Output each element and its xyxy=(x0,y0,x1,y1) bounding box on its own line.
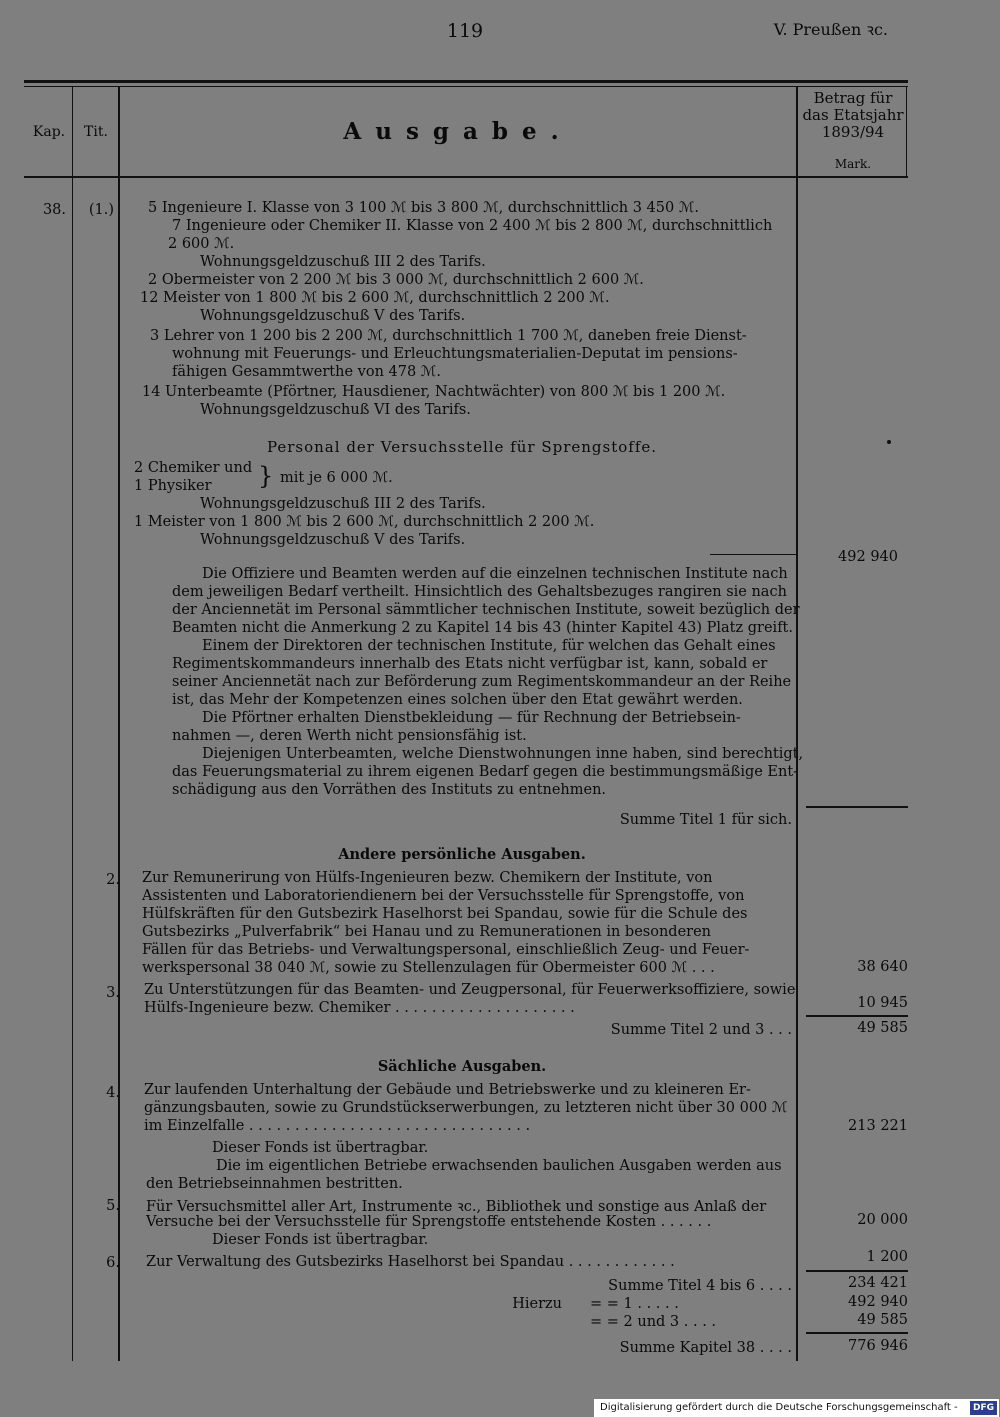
title-4-line: Zur laufenden Unterhaltung der Gebäude und Betriebswerke und zu kleineren Er- xyxy=(144,1082,751,1098)
remark-line: Regimentskommandeurs innerhalb des Etats nicht verfügbar ist, kann, sobald er xyxy=(172,656,768,672)
other-personal-heading: Andere persönliche Ausgaben. xyxy=(338,846,586,863)
experiment-personnel-block xyxy=(132,460,792,560)
page-number: 119 xyxy=(446,20,484,42)
col-divider-tit xyxy=(118,86,120,1361)
title-2-line: Hülfskräften für den Gutsbezirk Haselhorst bei Spandau, sowie für die Schule des xyxy=(142,906,748,922)
remark-line: Die Pförtner erhalten Dienstbekleidung — für Rechnung der Betriebsein- xyxy=(202,710,741,726)
remark-line: dem jeweiligen Bedarf vertheilt. Hinsichtlich des Gehaltsbezuges rangiren sie nach xyxy=(172,584,787,600)
amount-head-line: das Etatsjahr xyxy=(802,106,904,124)
running-head: V. Preußen ꝛc. xyxy=(773,20,888,39)
add-title-1-label: = = 1 . . . . . xyxy=(590,1296,679,1312)
dfg-logo: DFG xyxy=(970,1401,997,1415)
personnel-line: Wohnungsgeldzuschuß III 2 des Tarifs. xyxy=(200,496,486,512)
personnel-line: 3 Lehrer von 1 200 bis 2 200 ℳ, durchschnittlich 1 700 ℳ, daneben freie Dienst- xyxy=(150,328,747,344)
sum-kapitel-amount: 776 946 xyxy=(848,1338,908,1354)
title-6-line: Zur Verwaltung des Gutsbezirks Haselhorst bei Spandau . . . . . . . . . . . . xyxy=(146,1254,675,1270)
title-4-notes xyxy=(132,1140,792,1196)
personnel-line: 2 Chemiker und xyxy=(134,460,253,476)
sum-rule-title-1 xyxy=(806,806,908,808)
title-4-number: 4. xyxy=(106,1085,120,1101)
title-2-line: Fällen für das Betriebs- und Verwaltungspersonal, einschließlich Zeug- und Feuer- xyxy=(142,942,750,958)
amount-title-1: 492 940 xyxy=(838,549,898,565)
personnel-line: 12 Meister von 1 800 ℳ bis 2 600 ℳ, durchschnittlich 2 200 ℳ. xyxy=(140,290,610,306)
brace-icon: } xyxy=(258,462,274,490)
remark-line: schädigung aus den Vorräthen des Instituts zu entnehmen. xyxy=(172,782,607,798)
remark-line: Beamten nicht die Anmerkung 2 zu Kapitel 14 bis 43 (hinter Kapitel 43) Platz greift. xyxy=(172,620,793,636)
footer-text: Digitalisierung gefördert durch die Deutsche Forschungsgemeinschaft - xyxy=(600,1402,958,1413)
title-5-amount: 20 000 xyxy=(857,1212,908,1228)
title-2-line: werkspersonal 38 040 ℳ, sowie zu Stellenzulagen für Obermeister 600 ℳ . . . xyxy=(142,960,715,976)
personnel-block xyxy=(132,200,792,430)
digitization-footer xyxy=(594,1399,999,1417)
personnel-line: Wohnungsgeldzuschuß VI des Tarifs. xyxy=(200,402,471,418)
title-4-line: gänzungsbauten, sowie zu Grundstückserwerbungen, zu letzteren nicht über 30 000 ℳ xyxy=(144,1100,788,1116)
personnel-line: Wohnungsgeldzuschuß V des Tarifs. xyxy=(200,532,466,548)
title-3-text xyxy=(132,982,796,1022)
title-3-line: Zu Unterstützungen für das Beamten- und Zeugpersonal, für Feuerwerksoffiziere, sowie xyxy=(144,982,796,998)
personal-section-title: Personal der Versuchsstelle für Sprengstoffe. xyxy=(266,438,658,456)
sum-rule-title-2-3 xyxy=(806,1015,908,1017)
kap-number: 38. xyxy=(42,202,66,218)
sum-rule-kapitel xyxy=(806,1332,908,1334)
col-divider-amount xyxy=(796,86,798,1361)
amount-head-line: Betrag für xyxy=(813,89,893,107)
sum-rule-title-4-6 xyxy=(806,1270,908,1272)
sum-title-2-3-label: Summe Titel 2 und 3 . . . xyxy=(610,1022,792,1038)
title-2-text xyxy=(132,870,792,980)
title-5-line: Versuche bei der Versuchsstelle für Sprengstoffe entstehende Kosten . . . . . . xyxy=(146,1214,712,1230)
tit-number-first: (1.) xyxy=(88,202,114,218)
title-4-note: Dieser Fonds ist übertragbar. xyxy=(212,1140,429,1156)
title-5-text xyxy=(132,1196,792,1252)
material-heading: Sächliche Ausgaben. xyxy=(377,1058,547,1075)
title-3-line: Hülfs-Ingenieure bezw. Chemiker . . . . . . . . . . . . . . . . . . . . xyxy=(144,1000,575,1016)
amount-head-line: 1893/94 xyxy=(821,123,885,141)
title-3-amount: 10 945 xyxy=(857,995,908,1011)
currency-label: Mark. xyxy=(834,157,872,171)
subtotal-rule xyxy=(710,554,796,555)
title-4-note: Die im eigentlichen Betriebe erwachsenden baulichen Ausgaben werden aus xyxy=(216,1158,782,1174)
title-4-text xyxy=(132,1082,792,1142)
personnel-line: 7 Ingenieure oder Chemiker II. Klasse von 2 400 ℳ bis 2 800 ℳ, durchschnittlich xyxy=(172,218,773,234)
personnel-line: mit je 6 000 ℳ. xyxy=(280,470,393,486)
title-5-note: Dieser Fonds ist übertragbar. xyxy=(212,1232,429,1248)
title-6-text xyxy=(132,1254,792,1274)
title-5-number: 5. xyxy=(106,1198,120,1214)
title-2-line: Gutsbezirks „Pulverfabrik“ bei Hanau und zu Remunerationen in besonderen xyxy=(142,924,712,940)
table-title: Ausgabe. xyxy=(343,118,573,145)
remark-line: Diejenigen Unterbeamten, welche Dienstwohnungen inne haben, sind berechtigt, xyxy=(202,746,804,762)
remark-line: Die Offiziere und Beamten werden auf die einzelnen technischen Institute nach xyxy=(202,566,788,582)
dot-mark xyxy=(887,440,891,444)
remark-line: seiner Anciennetät nach zur Beförderung zum Regimentskommandeur an der Reihe xyxy=(172,674,792,690)
add-title-2-3-amount: 49 585 xyxy=(857,1312,908,1328)
amount-column-header xyxy=(800,90,906,141)
title-2-line: Zur Remunerirung von Hülfs-Ingenieuren bezw. Chemikern der Institute, von xyxy=(142,870,713,886)
kap-column-header: Kap. xyxy=(32,124,66,140)
remarks-block xyxy=(132,566,804,806)
sum-kapitel-label: Summe Kapitel 38 . . . . xyxy=(619,1340,792,1356)
title-4-line: im Einzelfalle . . . . . . . . . . . . . . . . . . . . . . . . . . . . . . . xyxy=(144,1118,531,1134)
title-3-number: 3. xyxy=(106,985,120,1001)
add-title-2-3-label: = = 2 und 3 . . . . xyxy=(590,1314,717,1330)
top-rule-thin xyxy=(24,86,908,87)
add-title-1-amount: 492 940 xyxy=(848,1294,908,1310)
top-rule-thick xyxy=(24,80,908,83)
header-bottom-rule xyxy=(24,176,908,178)
title-2-number: 2. xyxy=(106,872,120,888)
hierzu-label: Hierzu xyxy=(512,1296,562,1312)
remark-line: ist, das Mehr der Kompetenzen eines solchen über den Etat gewährt werden. xyxy=(172,692,743,708)
title-4-amount: 213 221 xyxy=(848,1118,908,1134)
sum-title-4-6-amount: 234 421 xyxy=(848,1275,908,1291)
remark-line: der Anciennetät im Personal sämmtlicher technischen Institute, soweit bezüglich der xyxy=(172,602,800,618)
tit-column-header: Tit. xyxy=(84,124,108,140)
title-5-line: Für Versuchsmittel aller Art, Instrumente ꝛc., Bibliothek und sonstige aus Anlaß der xyxy=(146,1199,767,1215)
personnel-line: 5 Ingenieure I. Klasse von 3 100 ℳ bis 3 800 ℳ, durchschnittlich 3 450 ℳ. xyxy=(148,200,699,216)
personnel-line: 1 Meister von 1 800 ℳ bis 2 600 ℳ, durchschnittlich 2 200 ℳ. xyxy=(134,514,595,530)
personnel-line: fähigen Gesammtwerthe von 478 ℳ. xyxy=(172,364,441,380)
remark-line: nahmen —, deren Werth nicht pensionsfähig ist. xyxy=(172,728,527,744)
personnel-line: Wohnungsgeldzuschuß III 2 des Tarifs. xyxy=(200,254,486,270)
personnel-line: Wohnungsgeldzuschuß V des Tarifs. xyxy=(200,308,466,324)
title-2-line: Assistenten und Laboratoriendienern bei der Versuchsstelle für Sprengstoffe, von xyxy=(142,888,745,904)
remark-line: Einem der Direktoren der technischen Institute, für welchen das Gehalt eines xyxy=(202,638,776,654)
title-4-note: den Betriebseinnahmen bestritten. xyxy=(146,1176,403,1192)
col-divider-right xyxy=(906,86,907,178)
personnel-line: 14 Unterbeamte (Pförtner, Hausdiener, Nachtwächter) von 800 ℳ bis 1 200 ℳ. xyxy=(142,384,726,400)
sum-title-1-label: Summe Titel 1 für sich. xyxy=(619,812,792,828)
title-6-amount: 1 200 xyxy=(866,1249,908,1265)
sum-title-2-3-amount: 49 585 xyxy=(857,1020,908,1036)
col-divider-kap xyxy=(72,86,73,1361)
sum-title-4-6-label: Summe Titel 4 bis 6 . . . . xyxy=(608,1278,792,1294)
personnel-line: wohnung mit Feuerungs- und Erleuchtungsmaterialien-Deputat im pensions- xyxy=(172,346,738,362)
title-2-amount: 38 640 xyxy=(857,959,908,975)
personnel-line: 2 Obermeister von 2 200 ℳ bis 3 000 ℳ, durchschnittlich 2 600 ℳ. xyxy=(148,272,644,288)
personnel-line: 2 600 ℳ. xyxy=(168,236,235,252)
personnel-line: 1 Physiker xyxy=(134,478,212,494)
title-6-number: 6. xyxy=(106,1255,120,1271)
remark-line: das Feuerungsmaterial zu ihrem eigenen Bedarf gegen die bestimmungsmäßige Ent- xyxy=(172,764,799,780)
